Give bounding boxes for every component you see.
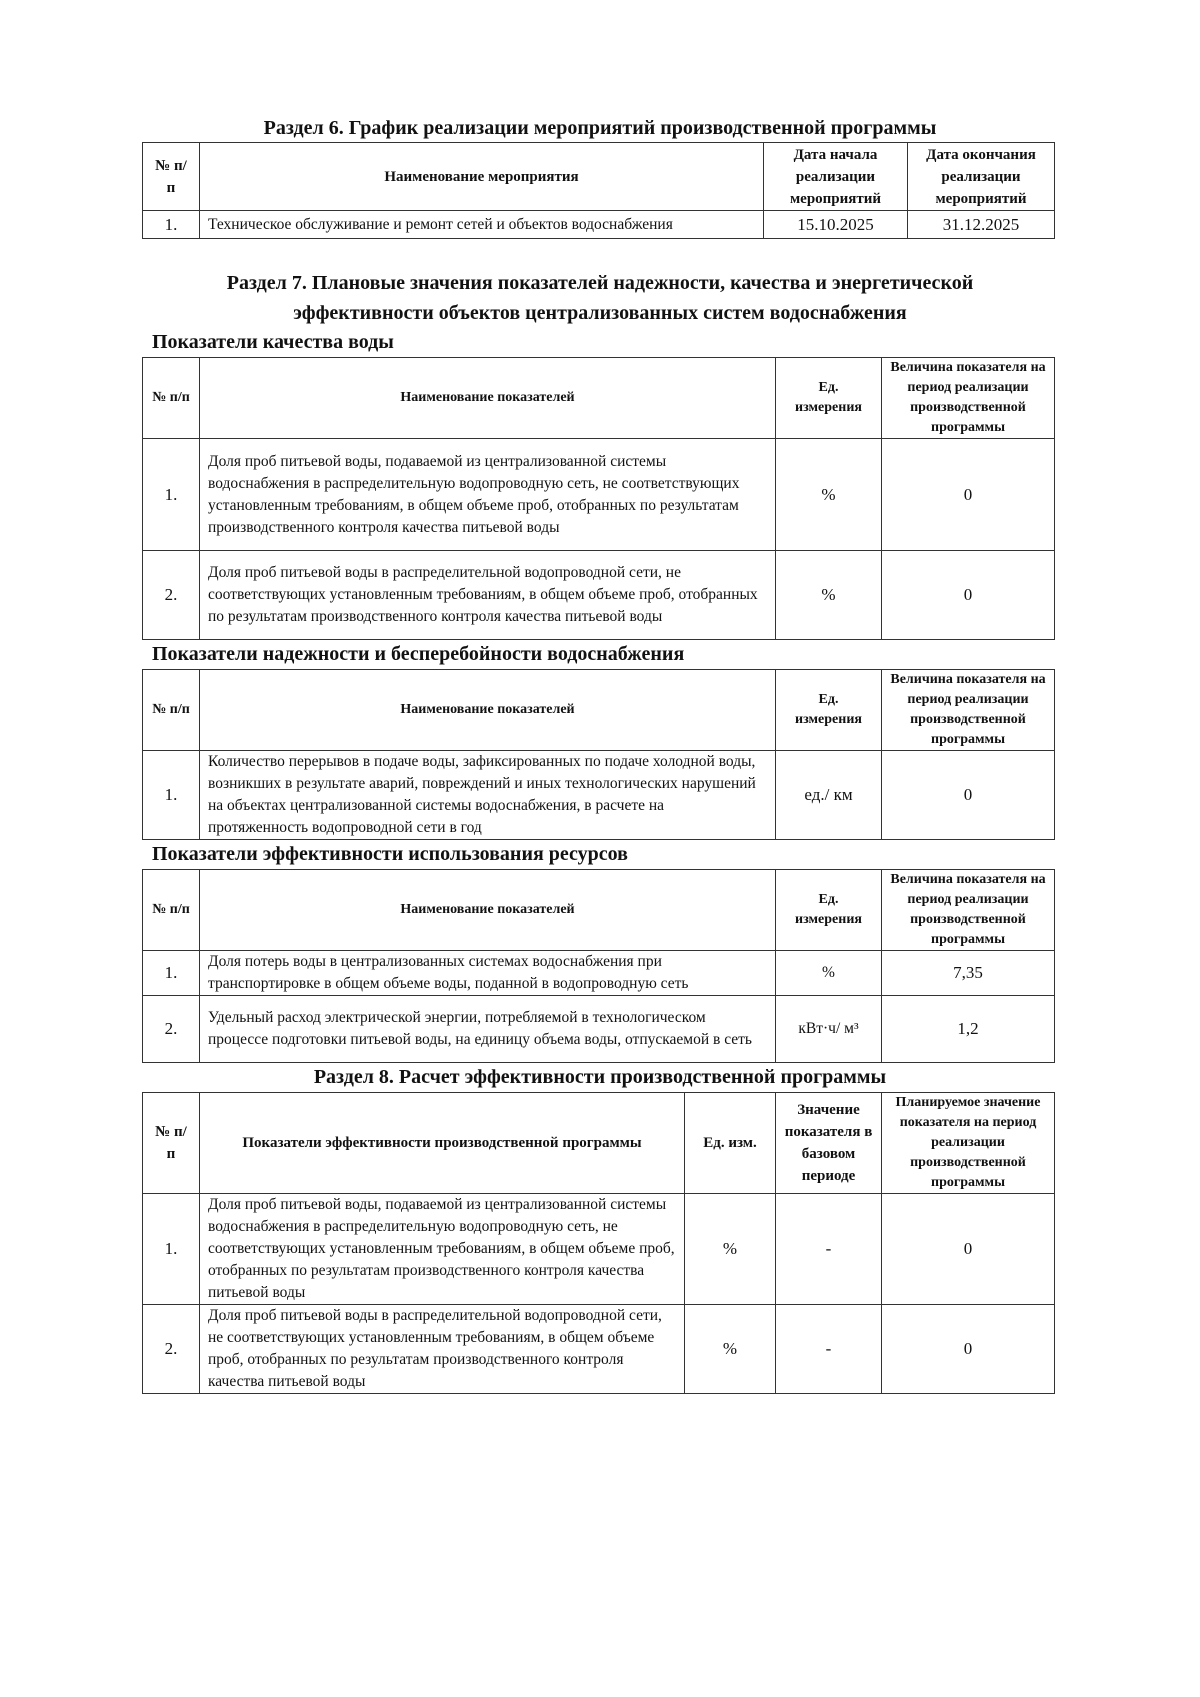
reliability-table xyxy=(142,669,1055,840)
col-start: Дата начала реализации мероприятий xyxy=(764,143,908,211)
table-header-row xyxy=(143,143,1055,211)
row-value: 0 xyxy=(882,551,1055,640)
efficiency-subtitle: Показатели эффективности использования ресурсов xyxy=(152,843,628,865)
col-base: Значение показателя в базовом периоде xyxy=(776,1093,882,1194)
section8-table xyxy=(142,1092,1055,1394)
col-name: Наименование показателей xyxy=(200,358,776,439)
row-num: 1. xyxy=(143,951,200,996)
col-num: № п/п xyxy=(143,1093,200,1194)
row-name: Доля проб питьевой воды в распределительной водопроводной сети, не соответствующих установленным требованиям, в общем объеме проб, отобранных по результатам производственного контроля качества питьевой воды xyxy=(200,551,776,640)
row-planned: 0 xyxy=(882,1305,1055,1394)
row-value: 0 xyxy=(882,439,1055,551)
col-name: Показатели эффективности производственной программы xyxy=(200,1093,685,1194)
col-num: № п/п xyxy=(143,143,200,211)
section6-title: Раздел 6. График реализации мероприятий производственной программы xyxy=(263,117,937,139)
row-name: Доля проб питьевой воды, подаваемой из централизованной системы водоснабжения в распределительную водопроводную сеть, не соответствующих установленным требованиям, в общем объеме проб, отобранных по результатам производственного контроля качества питьевой воды xyxy=(200,439,776,551)
row-name: Доля потерь воды в централизованных системах водоснабжения при транспортировке в общем объеме воды, поданной в водопроводную сеть xyxy=(200,951,776,996)
quality-table xyxy=(142,357,1055,640)
col-name: Наименование мероприятия xyxy=(200,143,764,211)
row-num: 1. xyxy=(143,439,200,551)
row-num: 2. xyxy=(143,996,200,1063)
section7-title-line2: эффективности объектов централизованных систем водоснабжения xyxy=(293,302,907,324)
row-unit: ед./ км xyxy=(776,751,882,840)
row-name: Количество перерывов в подаче воды, зафиксированных по подаче холодной воды, возникших в результате аварий, повреждений и иных технологических нарушений на объектах централизованной системы водоснабжения, в расчете на протяженность водопроводной сети в год xyxy=(200,751,776,840)
row-unit: кВт·ч/ м³ xyxy=(776,996,882,1063)
section6-table xyxy=(142,142,1055,239)
row-unit: % xyxy=(685,1305,776,1394)
table-header-row xyxy=(143,670,1055,751)
table-row xyxy=(143,751,1055,840)
col-value: Величина показателя на период реализации производственной программы xyxy=(882,870,1055,951)
col-unit: Ед. изм. xyxy=(685,1093,776,1194)
col-unit: Ед. измерения xyxy=(776,870,882,951)
col-unit: Ед. измерения xyxy=(776,670,882,751)
col-num: № п/п xyxy=(143,358,200,439)
table-row xyxy=(143,996,1055,1063)
row-name: Удельный расход электрической энергии, потребляемой в технологическом процессе подготовки питьевой воды, на единицу объема воды, отпускаемой в сеть xyxy=(200,996,776,1063)
table-row xyxy=(143,1305,1055,1394)
col-planned: Планируемое значение показателя на период реализации производственной программы xyxy=(882,1093,1055,1194)
reliability-subtitle: Показатели надежности и бесперебойности водоснабжения xyxy=(152,643,685,665)
section8-title: Раздел 8. Расчет эффективности производственной программы xyxy=(313,1066,887,1088)
efficiency-table xyxy=(142,869,1055,1063)
col-value: Величина показателя на период реализации производственной программы xyxy=(882,358,1055,439)
row-num: 1. xyxy=(143,1194,200,1305)
row-num: 1. xyxy=(143,211,200,239)
row-num: 2. xyxy=(143,551,200,640)
col-value: Величина показателя на период реализации производственной программы xyxy=(882,670,1055,751)
table-header-row xyxy=(143,1093,1055,1194)
row-planned: 0 xyxy=(882,1194,1055,1305)
col-name: Наименование показателей xyxy=(200,670,776,751)
row-value: 7,35 xyxy=(882,951,1055,996)
row-value: 0 xyxy=(882,751,1055,840)
row-name: Доля проб питьевой воды в распределительной водопроводной сети, не соответствующих установленным требованиям, в общем объеме проб, отобранных по результатам производственного контроля качества питьевой воды xyxy=(200,1305,685,1394)
table-header-row xyxy=(143,358,1055,439)
row-num: 1. xyxy=(143,751,200,840)
row-unit: % xyxy=(685,1194,776,1305)
row-base: - xyxy=(776,1194,882,1305)
row-value: 1,2 xyxy=(882,996,1055,1063)
table-row xyxy=(143,551,1055,640)
row-start: 15.10.2025 xyxy=(764,211,908,239)
col-end: Дата окончания реализации мероприятий xyxy=(908,143,1055,211)
table-row xyxy=(143,1194,1055,1305)
row-unit: % xyxy=(776,439,882,551)
col-name: Наименование показателей xyxy=(200,870,776,951)
table-header-row xyxy=(143,870,1055,951)
row-unit: % xyxy=(776,551,882,640)
row-num: 2. xyxy=(143,1305,200,1394)
col-unit: Ед. измерения xyxy=(776,358,882,439)
quality-subtitle: Показатели качества воды xyxy=(152,331,394,353)
table-row xyxy=(143,439,1055,551)
col-num: № п/п xyxy=(143,870,200,951)
row-end: 31.12.2025 xyxy=(908,211,1055,239)
row-name: Техническое обслуживание и ремонт сетей и объектов водоснабжения xyxy=(200,211,764,239)
table-row xyxy=(143,951,1055,996)
section7-title-line1: Раздел 7. Плановые значения показателей надежности, качества и энергетической xyxy=(226,272,974,294)
row-unit: % xyxy=(776,951,882,996)
row-base: - xyxy=(776,1305,882,1394)
col-num: № п/п xyxy=(143,670,200,751)
table-row xyxy=(143,211,1055,239)
row-name: Доля проб питьевой воды, подаваемой из централизованной системы водоснабжения в распределительную водопроводную сеть, не соответствующих установленным требованиям, в общем объеме проб, отобранных по результатам производственного контроля качества питьевой воды xyxy=(200,1194,685,1305)
